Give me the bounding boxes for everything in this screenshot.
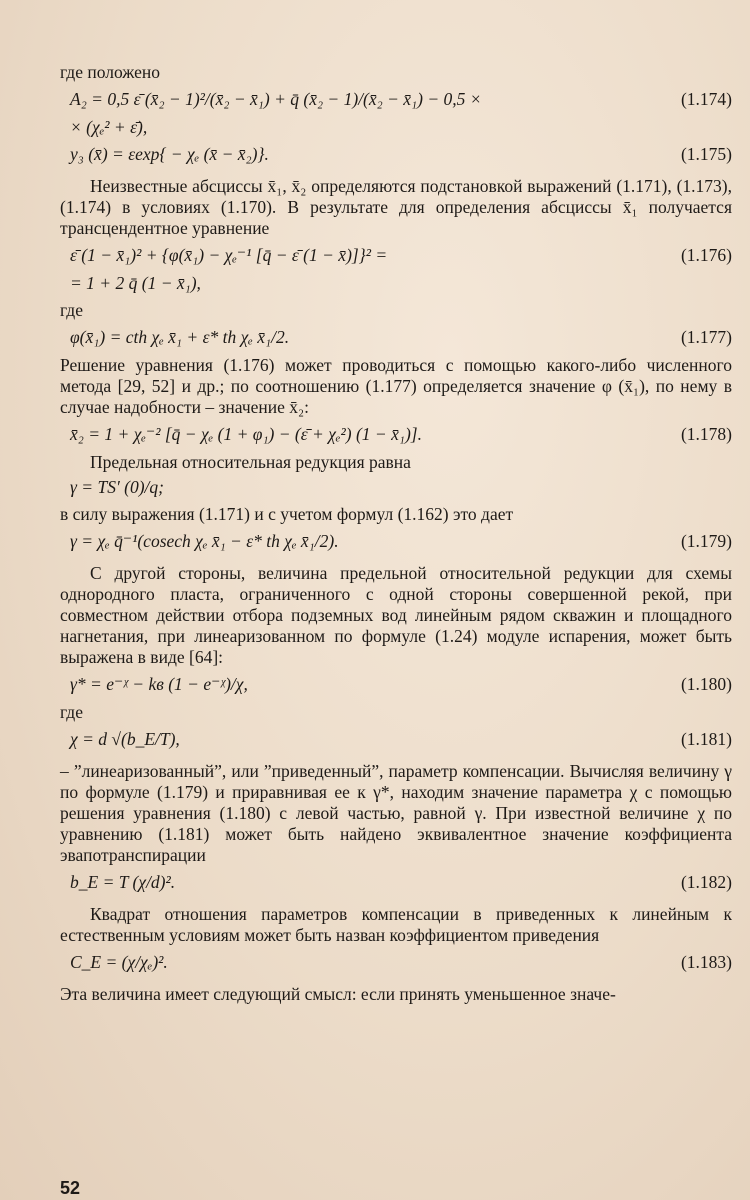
page-body — [60, 62, 732, 1005]
paragraph: Предельная относительная редукция равна — [90, 452, 411, 472]
equation-body: A₂ = 0,5 ε̄ (x̄₂ − 1)²/(x̄₂ − x̄₁) + q̄ (x̄₂ − 1)/(x̄₂ − x̄₁) − 0,5 × — [70, 89, 482, 109]
equation-number: (1.175) — [680, 144, 732, 164]
equation-1-182 — [60, 872, 732, 893]
equation-1-174 — [60, 89, 732, 110]
paragraph: Неизвестные абсциссы x̄₁, x̄₂ определяются подстановкой выражений (1.171), (1.173), (1.174) в условиях (1.170). В результате для определения абсциссы x̄₁ получается трансцендентное уравнение — [60, 176, 732, 238]
equation-1-181 — [60, 729, 732, 750]
equation-number: (1.178) — [680, 424, 732, 444]
paragraph: в силу выражения (1.171) и с учетом формул (1.162) это дает — [60, 504, 514, 524]
equation-1-183 — [60, 952, 732, 973]
paragraph: С другой стороны, величина предельной относительной редукции для схемы однородного пласта, ограниченного с одной стороны совершенной рекой, при совместном действии отбора подземных вод линейным рядом скважин и площадного нагнетания, при линеаризованном по формуле (1.24) модуле испарения, может быть выражена в виде [64]: — [60, 563, 732, 667]
equation-body: φ(x̄₁) = cth χₑ x̄₁ + ε* th χₑ x̄₁/2. — [70, 327, 290, 347]
text-line: где — [60, 702, 83, 722]
text-line: где — [60, 300, 83, 320]
equation-body: γ* = e⁻ᵡ − kв (1 − e⁻ᵡ)/χ, — [70, 674, 248, 694]
equation-number: (1.183) — [680, 952, 732, 972]
paragraph: Квадрат отношения параметров компенсации в приведенных к линейным к естественным условиям может быть назван коэффициентом приведения — [60, 904, 732, 945]
equation-1-175 — [60, 144, 732, 165]
equation-reduction: γ = TS′ (0)/q; — [70, 477, 164, 497]
equation-number: (1.182) — [680, 872, 732, 892]
equation-number: (1.177) — [680, 327, 732, 347]
equation-number: (1.181) — [680, 729, 732, 749]
page-number: 52 — [60, 1178, 81, 1198]
equation-1-178 — [60, 424, 732, 445]
equation-body: C_E = (χ/χₑ)². — [70, 952, 168, 972]
equation-body: ε̄ (1 − x̄₁)² + {φ(x̄₁) − χₑ⁻¹ [q̄ − ε̄ (1 − x̄)]}² = — [70, 245, 388, 265]
equation-1-177 — [60, 327, 732, 348]
equation-1-180 — [60, 674, 732, 695]
equation-number: (1.176) — [680, 245, 732, 265]
text-line: где положено — [60, 62, 161, 82]
equation-body: χ = d √(b_E/T), — [70, 729, 180, 749]
paragraph: Решение уравнения (1.176) может проводиться с помощью какого-либо численного метода [29, 52] и др.; по соотношению (1.177) определяется значение φ (x̄₁), по нему в случае надобности – значение x̄₂: — [60, 355, 732, 417]
equation-1-176 — [60, 245, 732, 266]
equation-number: (1.180) — [680, 674, 732, 694]
equation-body: y₃ (x̄) = εexp{ − χₑ (x̄ − x̄₂)}. — [70, 144, 269, 164]
equation-body: x̄₂ = 1 + χₑ⁻² [q̄ − χₑ (1 + φ₁) − (ε̄ + χₑ²) (1 − x̄₁)]. — [70, 424, 422, 444]
equation-1-179 — [60, 531, 732, 552]
paragraph: – ”линеаризованный”, или ”приведенный”, параметр компенсации. Вычисляя величину γ по формуле (1.179) и приравнивая ее к γ*, находим значение параметра χ с помощью решения уравнения (1.180) с левой частью, равной γ. При известной величине χ по уравнению (1.181) может быть найдено эквивалентное значение коэффициента эвапотранспирации — [60, 761, 732, 865]
equation-body: b_E = T (χ/d)². — [70, 872, 176, 892]
equation-body: γ = χₑ q̄⁻¹(cosech χₑ x̄₁ − ε* th χₑ x̄₁/2). — [70, 531, 339, 551]
equation-continuation: × (χₑ² + ε̄), — [70, 117, 148, 137]
equation-number: (1.174) — [680, 89, 732, 109]
paragraph: Эта величина имеет следующий смысл: если принять уменьшенное значе- — [60, 984, 616, 1004]
equation-number: (1.179) — [680, 531, 732, 551]
equation-continuation: = 1 + 2 q̄ (1 − x̄₁), — [70, 273, 201, 293]
